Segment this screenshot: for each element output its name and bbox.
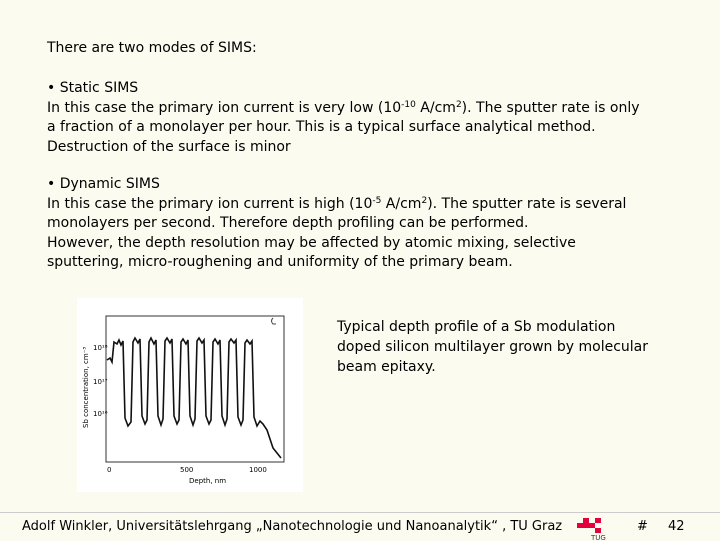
depth-profile-trace (107, 338, 281, 458)
caption-line-1: Typical depth profile of a Sb modulation (337, 319, 616, 335)
dynamic-sims-line-3: However, the depth resolution may be affected by atomic mixing, selective (47, 234, 576, 251)
corner-mark (272, 318, 277, 324)
static-sims-bullet: • Static SIMS (47, 80, 139, 96)
dynamic-sims-line-4: sputtering, micro-roughening and uniformity of the primary beam. (47, 254, 513, 270)
dynamic-sims-block (47, 175, 626, 273)
x-axis-label: Depth, nm (189, 477, 227, 485)
x-tick-label: 0 (107, 466, 112, 474)
static-sims-block (47, 79, 640, 157)
slide-footer (0, 512, 720, 541)
tug-logo-icon (575, 517, 611, 541)
depth-profile-plot (77, 298, 303, 492)
dynamic-sims-bullet: • Dynamic SIMS (47, 176, 160, 192)
slide-heading: There are two modes of SIMS: (47, 40, 257, 56)
static-sims-line-3: Destruction of the surface is minor (47, 138, 291, 155)
svg-text:TUG: TUG (591, 534, 606, 541)
y-axis-label: Sb concentration, cm⁻³ (82, 346, 90, 428)
y-tick-label: 10¹⁶ (93, 410, 108, 418)
static-sims-line-2: a fraction of a monolayer per hour. This is a typical surface analytical method. (47, 119, 596, 135)
depth-profile-figure (77, 298, 303, 492)
dynamic-sims-line-2: monolayers per second. Therefore depth profiling can be performed. (47, 215, 529, 231)
slide-number-hash: # (637, 519, 648, 534)
y-tick-label: 10¹⁷ (93, 378, 108, 386)
caption-line-2: doped silicon multilayer grown by molecular (337, 339, 648, 355)
slide-number: 42 (668, 519, 685, 534)
x-tick-label: 500 (180, 466, 194, 474)
dynamic-sims-line-1: In this case the primary ion current is high ($10^{-5}$ $A/cm^2$). The sputter rate is several (47, 195, 627, 212)
caption-line-3: beam epitaxy. (337, 359, 436, 375)
figure-caption (337, 317, 648, 377)
y-tick-label: 10¹⁸ (93, 344, 108, 352)
static-sims-line-1: In this case the primary ion current is very low ($10^{-10}$ $A/cm^2$). The sputter rate is only (47, 99, 640, 116)
footer-text: Adolf Winkler, Universitätslehrgang „Nanotechnologie und Nanoanalytik“ , TU Graz (22, 519, 563, 534)
x-tick-label: 1000 (249, 466, 267, 474)
